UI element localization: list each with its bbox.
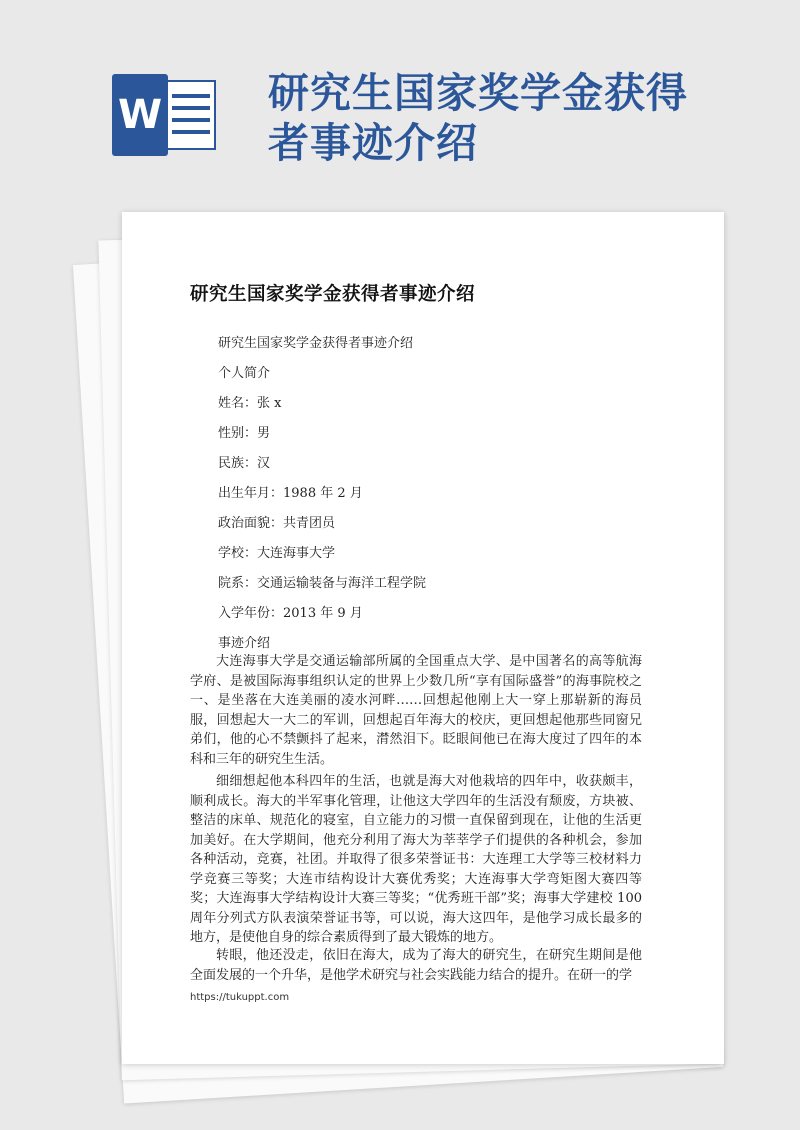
page-title: 研究生国家奖学金获得者事迹介绍 <box>190 284 476 305</box>
doc-line-enrollment: 入学年份：2013 年 9 月 <box>218 606 363 621</box>
word-letter-badge: W <box>112 74 168 156</box>
doc-line-school: 学校：大连海事大学 <box>218 546 336 561</box>
paragraph-2: 细细想起他本科四年的生活，也就是海大对他栽培的四年中，收获颇丰，顺利成长。海大的半军事化管理，让他这大学四年的生活没有颓废，方块被、整洁的床单、规范化的寝室，自立能力的习惯一直保留到现在，让他的生活更加美好。在大学期间，他充分利用了海大为莘莘学子们提供的各种机会，参加各种活动，竞赛，社团。并取得了很多荣誉证书：大连理工大学等三校材料力学竞赛三等奖；大连市结构设计大赛优秀奖；大连海事大学弯矩图大赛四等奖；大连海事大学结构设计大赛三等奖；“优秀班干部”奖；海事大学建校 100 周年分列式方队表演荣誉证书等，可以说，海大这四年，是他学习成长最多的地方，是使他自身的综合素质得到了最大锻炼的地方。 <box>190 774 642 945</box>
word-document-icon <box>112 74 216 156</box>
document-page <box>122 212 724 1064</box>
doc-line-birth: 出生年月：1988 年 2 月 <box>218 486 363 501</box>
doc-line-ethnicity: 民族：汉 <box>218 456 271 471</box>
doc-line-department: 院系：交通运输装备与海洋工程学院 <box>218 576 427 591</box>
header-banner <box>0 0 800 215</box>
doc-line-profile-heading: 个人简介 <box>218 366 271 381</box>
paragraph-1: 大连海事大学是交通运输部所属的全国重点大学、是中国著名的高等航海学府、是被国际海事组织认定的世界上少数几所“享有国际盛誉”的海事院校之一、是坐落在大连美丽的凌水河畔……回想起他刚上大一穿上那崭新的海员服，回想起大一大二的军训，回想起百年海大的校庆，更回想起他那些同窗兄弟们，他的心不禁颤抖了起来，潸然泪下。眨眼间他已在海大度过了四年的本科和三年的研究生生活。 <box>190 654 642 767</box>
footer-url-link[interactable]: https://tukuppt.com <box>190 992 290 1003</box>
doc-line-gender: 性别：男 <box>218 426 271 441</box>
paragraph-3: 转眼，他还没走，依旧在海大，成为了海大的研究生，在研究生期间是他全面发展的一个升华，是他学术研究与社会实践能力结合的提升。在研一的学 <box>190 948 642 983</box>
doc-line-deeds-heading: 事迹介绍 <box>218 636 271 651</box>
doc-line-name: 姓名：张 x <box>218 396 282 411</box>
doc-line-political: 政治面貌：共青团员 <box>218 516 336 531</box>
doc-line-subtitle: 研究生国家奖学金获得者事迹介绍 <box>218 336 414 351</box>
banner-title: 研究生国家奖学金获得者事迹介绍 <box>268 69 688 167</box>
